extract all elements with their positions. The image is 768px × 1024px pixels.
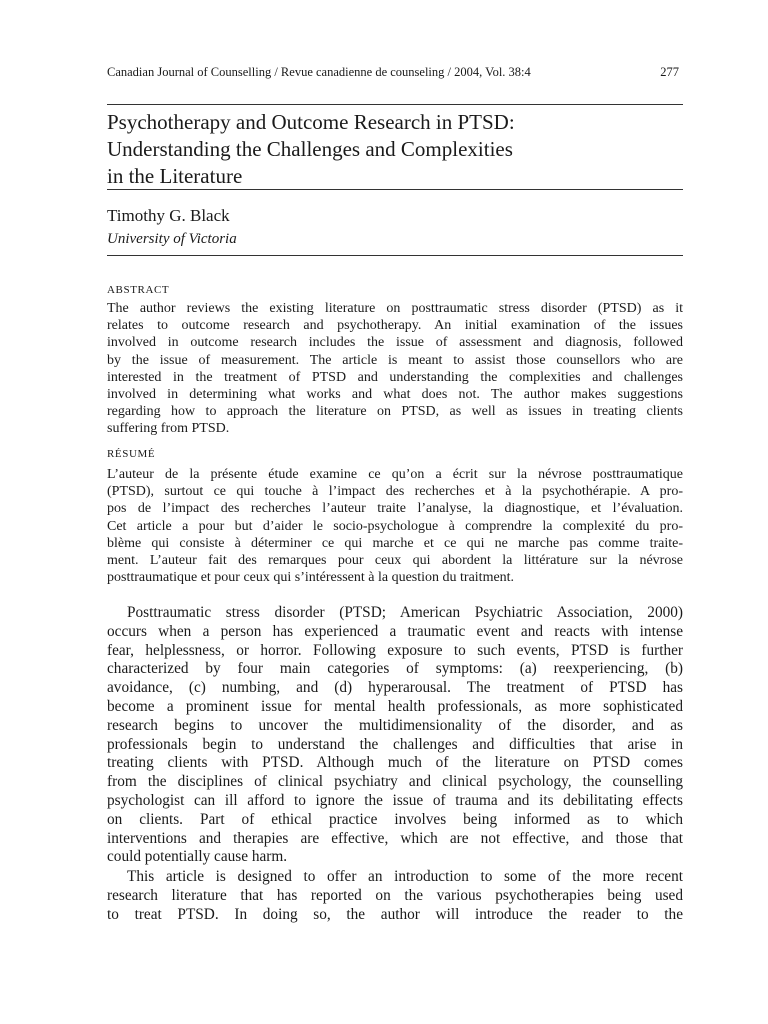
abstract-heading: ABSTRACT — [107, 284, 170, 296]
title-rule — [107, 189, 683, 190]
journal-citation: Canadian Journal of Counselling / Revue canadienne de counseling / 2004, Vol. 38:4 — [107, 65, 531, 79]
body-line: interventions and therapies are effective, which are not effective, and those that — [107, 829, 683, 847]
title-line: Psychotherapy and Outcome Research in PTSD: — [107, 110, 515, 134]
body-line: professionals begin to understand the challenges and difficulties that arise in — [107, 735, 683, 753]
body-line: characterized by four main categories of symptoms: (a) reexperiencing, (b) — [107, 660, 683, 678]
body-line: to treat PTSD. In doing so, the author will introduce the reader to the — [107, 905, 683, 923]
title-line: Understanding the Challenges and Complexities — [107, 137, 513, 161]
resume-line: pos de l’impact des recherches l’auteur traite l’analyse, la diagnostique, et l’évaluation. — [107, 501, 683, 517]
body-line: avoidance, (c) numbing, and (d) hyperarousal. The treatment of PTSD has — [107, 679, 683, 697]
body-line: research literature that has reported on the various psychotherapies being used — [107, 886, 683, 904]
body-paragraph-1 — [107, 604, 683, 867]
abstract-line: The author reviews the existing literature on posttraumatic stress disorder (PTSD) as it — [107, 301, 683, 316]
abstract-line: interested in the treatment of PTSD and understanding the complexities and challenges — [107, 369, 683, 385]
resume-line: blème qui consiste à déterminer ce qui marche et ce qui ne marche pas comme traite- — [107, 535, 683, 551]
body-line: research begins to uncover the multidimensionality of the disorder, and as — [107, 716, 683, 734]
resume-text — [107, 466, 683, 586]
body-line: could potentially cause harm. — [107, 848, 288, 866]
body-line: psychologist can ill afford to ignore the issue of trauma and its debilitating effects — [107, 791, 683, 809]
resume-line: Cet article a pour but d’aider le socio-psychologue à comprendre la complexité du pro- — [107, 518, 683, 534]
resume-line: (PTSD), surtout ce qui touche à l’impact des recherches et à la psychothérapie. A pro- — [107, 484, 683, 500]
author-rule — [107, 255, 683, 256]
title-line: in the Literature — [107, 164, 243, 188]
body-line: become a prominent issue for mental health professionals, as more sophisticated — [107, 697, 683, 715]
abstract-line: by the issue of measurement. The article is meant to assist those counsellors who are — [107, 352, 683, 368]
article-title — [107, 109, 683, 190]
abstract-line: suffering from PTSD. — [107, 421, 230, 437]
page-number: 277 — [660, 65, 679, 79]
body-line: from the disciplines of clinical psychiatry and clinical psychology, the counselling — [107, 773, 683, 791]
abstract-line: involved in outcome research includes the issue of assessment and diagnosis, followed — [107, 335, 683, 351]
resume-line: posttraumatique et pour ceux qui s’intéressent à la question du traitment. — [107, 570, 515, 586]
body-line: occurs when a person has experienced a traumatic event and reacts with intense — [107, 622, 683, 640]
header-rule — [107, 104, 683, 105]
body-paragraph-2 — [107, 868, 683, 924]
body-line: fear, helplessness, or horror. Following exposure to such events, PTSD is further — [107, 641, 683, 659]
author-name: Timothy G. Black — [107, 206, 230, 225]
abstract-line: relates to outcome research and psychotherapy. An initial examination of the issues — [107, 318, 683, 334]
abstract-line: regarding how to approach the literature on PTSD, as well as issues in treating clients — [107, 404, 683, 420]
resume-line: ment. L’auteur fait des remarques pour ceux qui abordent la littérature sur la névrose — [107, 553, 683, 569]
abstract-text — [107, 300, 683, 438]
author-affiliation: University of Victoria — [107, 231, 237, 247]
abstract-line: involved in determining what works and what does not. The author makes suggestions — [107, 387, 683, 403]
body-line: treating clients with PTSD. Although much of the literature on PTSD comes — [107, 754, 683, 772]
resume-line: L’auteur de la présente étude examine ce qu’on a écrit sur la névrose posttraumatique — [107, 467, 683, 482]
body-line: on clients. Part of ethical practice involves being informed as to which — [107, 810, 683, 828]
body-line: Posttraumatic stress disorder (PTSD; American Psychiatric Association, 2000) — [127, 604, 683, 621]
body-line: This article is designed to offer an introduction to some of the more recent — [127, 868, 683, 885]
resume-heading: RÉSUMÉ — [107, 448, 156, 460]
